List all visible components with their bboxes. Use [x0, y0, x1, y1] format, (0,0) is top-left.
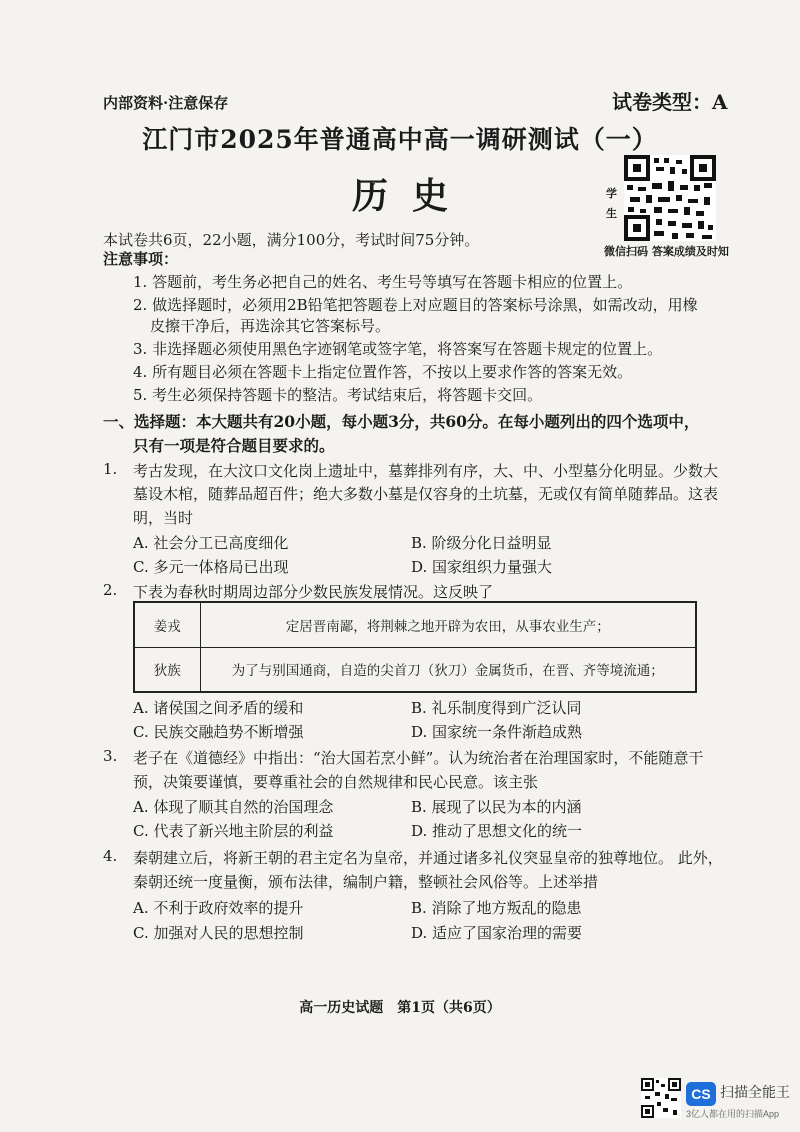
table-cell-desc: 定居晋南鄙，将荆棘之地开辟为农田，从事农业生产；	[200, 602, 696, 647]
scanner-qr-icon	[641, 1078, 681, 1118]
question-stem: 墓设木棺，随葬品超百件；绝大多数小墓是仅容身的土坑墓，无或仅有简单随葬品。这表	[133, 485, 719, 503]
question-number: 3.	[103, 747, 118, 765]
option-c: C. 多元一体格局已出现	[133, 558, 289, 576]
notice-item-continued: 皮擦干净后，再选涂其它答案标号。	[150, 317, 391, 335]
paper-type-label: 试卷类型：A	[612, 90, 728, 114]
option-b: B. 阶级分化日益明显	[411, 534, 552, 552]
section-heading: 一、选择题：本大题共有20小题，每小题3分，共60分。在每小题列出的四个选项中，	[103, 412, 700, 431]
question-stem: 明，当时	[133, 509, 194, 527]
option-b: B. 展现了以民为本的内涵	[411, 798, 582, 816]
option-b: B. 消除了地方叛乱的隐患	[411, 899, 582, 917]
notice-item: 2. 做选择题时，必须用2B铅笔把答题卷上对应题目的答案标号涂黑，如需改动，用橡	[133, 296, 698, 314]
paper-info: 本试卷共6页，22小题，满分100分，考试时间75分钟。	[103, 231, 480, 249]
notice-item: 1. 答题前，考生务必把自己的姓名、考生号等填写在答题卡相应的位置上。	[133, 273, 633, 291]
question-number: 4.	[103, 847, 118, 865]
option-a: A. 体现了顺其自然的治国理念	[133, 798, 334, 816]
option-d: D. 推动了思想文化的统一	[411, 822, 583, 840]
notice-title: 注意事项：	[103, 250, 179, 268]
question-number: 1.	[103, 460, 118, 478]
qr-caption: 微信扫码 答案成绩及时知	[604, 245, 729, 258]
option-a: A. 不利于政府效率的提升	[133, 899, 304, 917]
table-cell-name: 狄族	[134, 647, 200, 692]
question-stem: 考古发现，在大汶口文化岗上遗址中，墓葬排列有序，大、中、小型墓分化明显。少数大	[133, 462, 719, 480]
option-d: D. 国家统一条件渐趋成熟	[411, 723, 583, 741]
option-a: A. 社会分工已高度细化	[133, 534, 289, 552]
page-footer: 高一历史试题 第1页（共6页）	[299, 1000, 501, 1016]
option-d: D. 国家组织力量强大	[411, 558, 553, 576]
option-c: C. 民族交融趋势不断增强	[133, 723, 304, 741]
ethnic-groups-table	[133, 601, 697, 693]
option-b: B. 礼乐制度得到广泛认同	[411, 699, 582, 717]
question-stem: 预，决策要谨慎，要尊重社会的自然规律和民心民意。该主张	[133, 773, 539, 791]
section-heading-continued: 只有一项是符合题目要求的。	[133, 436, 335, 455]
camscanner-tagline: 3亿人都在用的扫描App	[686, 1109, 780, 1119]
option-d: D. 适应了国家治理的需要	[411, 924, 583, 942]
confidential-label: 内部资料·注意保存	[103, 94, 229, 112]
question-stem: 下表为春秋时期周边部分少数民族发展情况。这反映了	[133, 583, 494, 601]
exam-title: 江门市2025年普通高中高一调研测试（一）	[142, 125, 658, 154]
option-c: C. 加强对人民的思想控制	[133, 924, 304, 942]
subject-title: 历史	[351, 175, 472, 217]
notice-item: 4. 所有题目必须在答题卡上指定位置作答，不按以上要求作答的答案无效。	[133, 363, 633, 381]
table-cell-desc: 为了与别国通商，自造的尖首刀（狄刀）金属货币，在晋、齐等境流通；	[200, 647, 696, 692]
qr-code-icon	[624, 155, 716, 241]
table-cell-name: 姜戎	[134, 602, 200, 647]
camscanner-logo-icon: CS	[686, 1082, 716, 1106]
question-stem: 秦朝建立后，将新王朝的君主定名为皇帝，并通过诸多礼仪突显皇帝的独尊地位。 此外，	[133, 849, 723, 867]
table-row	[134, 602, 696, 647]
option-c: C. 代表了新兴地主阶层的利益	[133, 822, 334, 840]
notice-item: 5. 考生必须保持答题卡的整洁。考试结束后，将答题卡交回。	[133, 386, 543, 404]
question-stem: 秦朝还统一度量衡，颁布法律，编制户籍，整顿社会风俗等。上述举措	[133, 873, 599, 891]
question-stem: 老子在《道德经》中指出：“治大国若烹小鲜”。认为统治者在治理国家时，不能随意干	[133, 749, 704, 767]
table-row	[134, 647, 696, 692]
notice-item: 3. 非选择题必须使用黑色字迹钢笔或签字笔，将答案写在答题卡规定的位置上。	[133, 340, 663, 358]
option-a: A. 诸侯国之间矛盾的缓和	[133, 699, 304, 717]
question-number: 2.	[103, 581, 118, 599]
camscanner-name: 扫描全能王	[720, 1084, 790, 1100]
qr-side-label: 学生	[606, 187, 617, 220]
